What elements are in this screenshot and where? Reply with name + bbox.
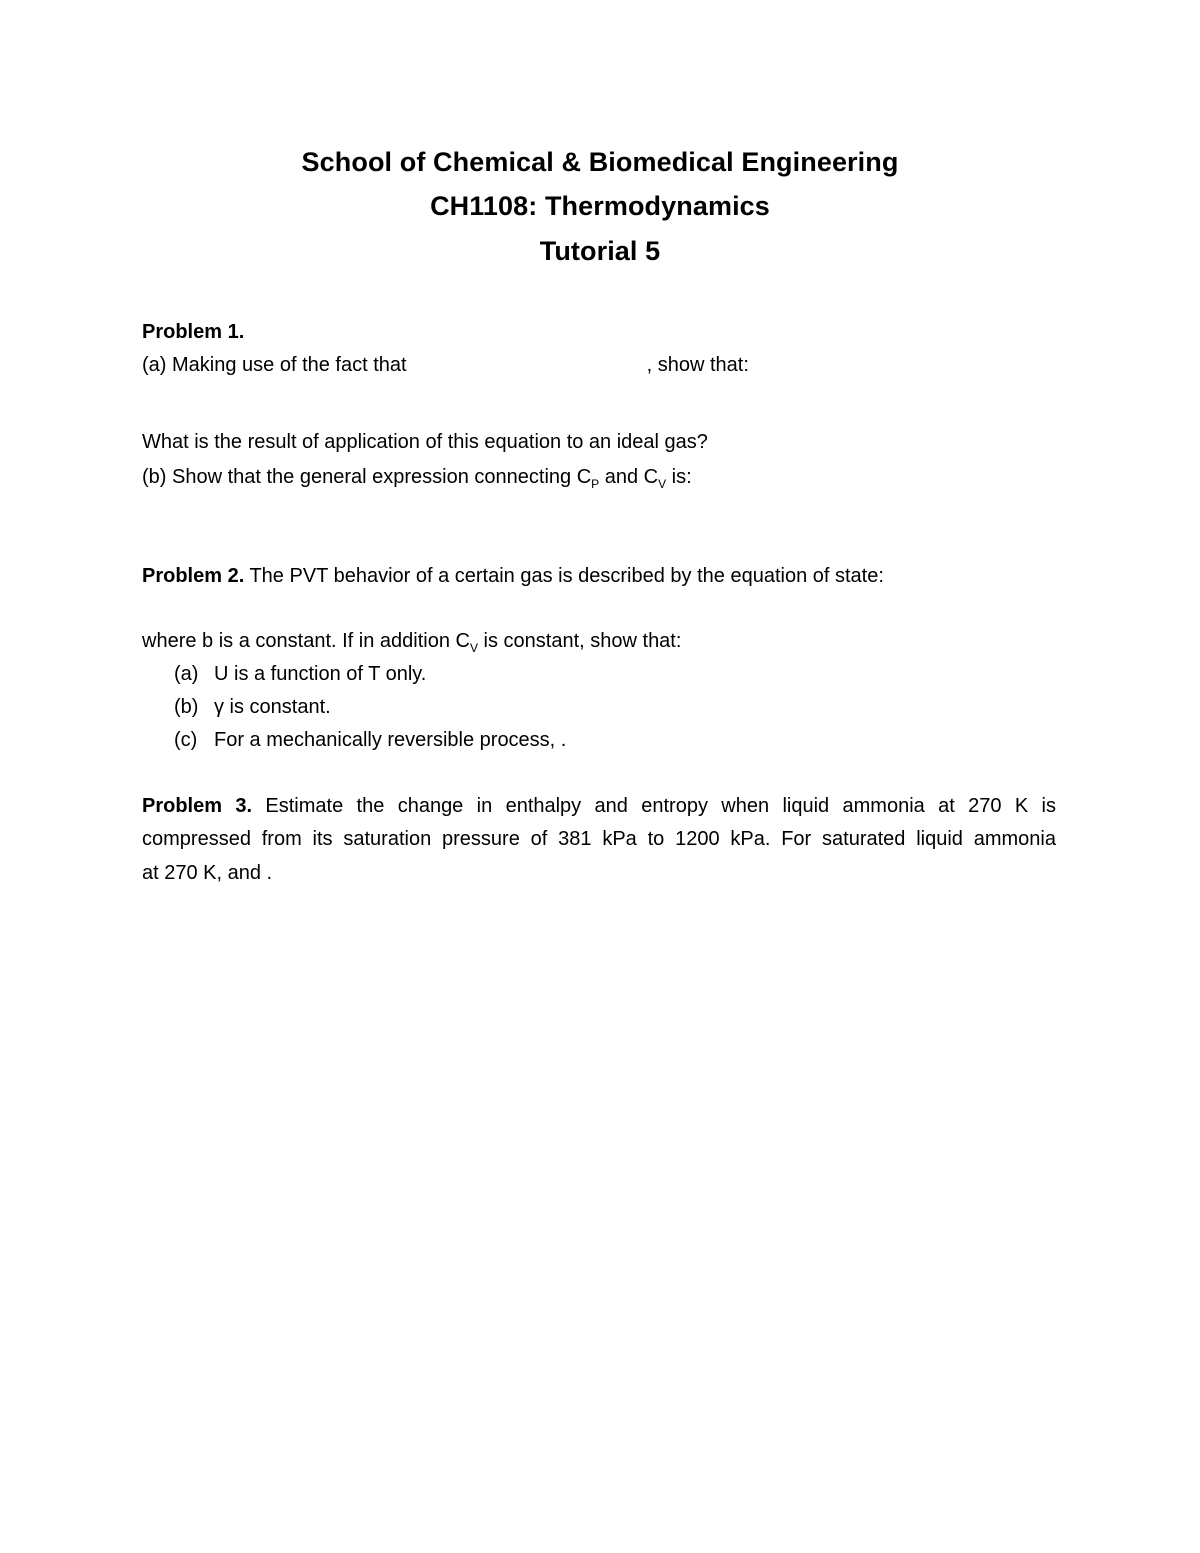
problem2-intro-text: The PVT behavior of a certain gas is described by the equation of state: — [244, 565, 884, 587]
problem2-item-a — [174, 661, 426, 687]
problem1-part-a-after: , show that: — [646, 354, 749, 376]
item-label: (c) — [174, 729, 198, 751]
item-label: (b) — [174, 696, 199, 718]
problem2-where — [142, 628, 681, 654]
item-label: (a) — [174, 663, 199, 685]
problem1-part-b-text: (b) Show that the general expression connecting C — [142, 466, 592, 488]
problem3-line1-text: Estimate the change in enthalpy and entropy when liquid ammonia at 270 K is — [252, 795, 1056, 817]
problem2-heading: Problem 2. — [142, 565, 245, 587]
problem3-line2: compressed from its saturation pressure of 381 kPa to 1200 kPa. For saturated liquid ammonia — [142, 828, 1056, 850]
problem3-heading: Problem 3. — [142, 795, 253, 817]
problem3-line3: at 270 K, and . — [142, 862, 273, 884]
problem2-intro — [142, 563, 884, 589]
problem1-part-b — [142, 464, 692, 490]
problem2-where-end: is constant, show that: — [477, 630, 682, 652]
course-title: CH1108: Thermodynamics — [430, 191, 770, 221]
item-text: U is a function of T only. — [214, 663, 427, 685]
problem1-question: What is the result of application of this equation to an ideal gas? — [142, 431, 708, 453]
problem1-heading: Problem 1. — [142, 321, 245, 343]
problem1-part-a — [142, 352, 749, 378]
problem2-item-c — [174, 727, 566, 753]
tutorial-title: Tutorial 5 — [539, 236, 661, 266]
item-text: For a mechanically reversible process, . — [214, 729, 567, 751]
problem2-item-b — [174, 694, 331, 720]
school-title: School of Chemical & Biomedical Engineering — [301, 147, 899, 177]
problem1-part-b-mid: and C — [599, 466, 659, 488]
subscript-v: V — [658, 477, 667, 491]
problem1-part-a-text: (a) Making use of the fact that — [142, 354, 407, 376]
problem2-where-text: where b is a constant. If in addition C — [142, 630, 470, 652]
item-text: γ is constant. — [214, 696, 331, 718]
problem3-line1 — [142, 793, 1056, 819]
problem1-part-b-end: is: — [666, 466, 692, 488]
subscript-v: V — [469, 641, 478, 655]
subscript-p: P — [591, 477, 600, 491]
